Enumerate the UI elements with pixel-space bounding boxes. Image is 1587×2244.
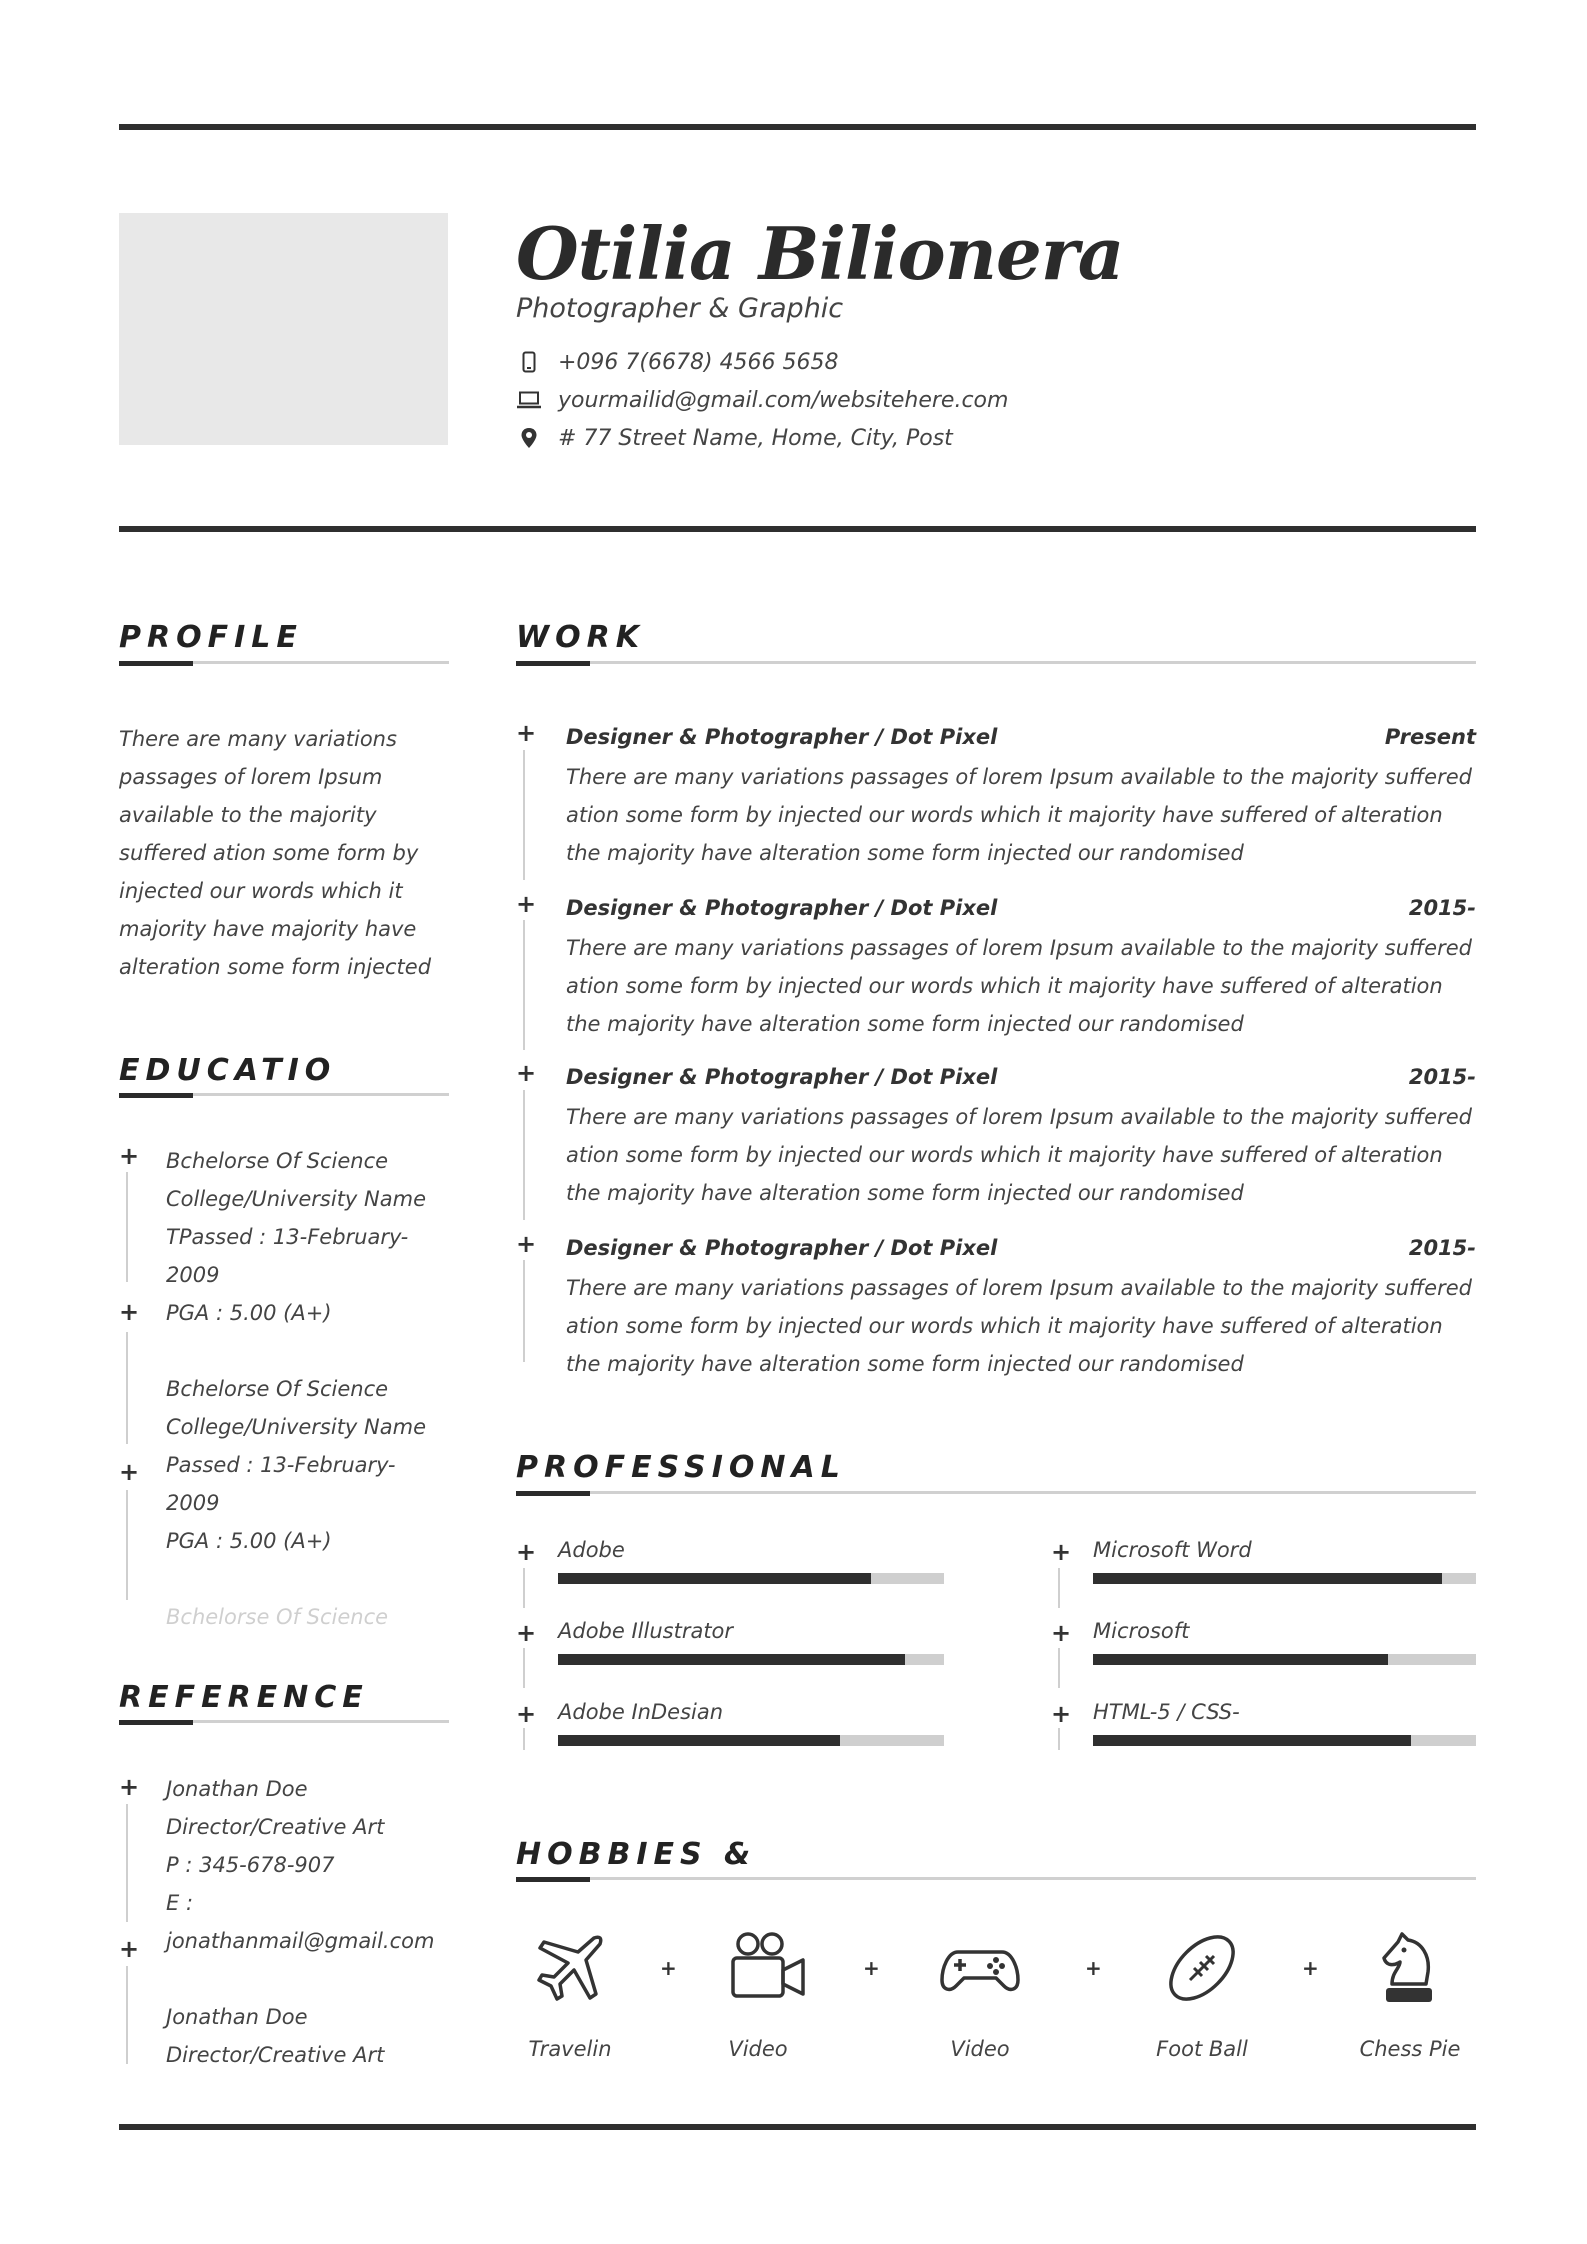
skills-title: PROFESSIONAL xyxy=(516,1450,846,1485)
contact-email xyxy=(516,387,1008,413)
hobby-label: Foot Ball xyxy=(1156,2037,1248,2061)
laptop-icon xyxy=(516,387,542,413)
plus-icon: + xyxy=(1051,1619,1072,1647)
skills-timeline xyxy=(1058,1568,1060,1608)
plus-icon: + xyxy=(1302,1956,1319,1980)
work-description: There are many variations passages of lorem Ipsum available to the majority suffered ation some form by injected our words which it majority have suffered of alteration the majority have alteration some form injected our randomised xyxy=(566,936,1472,1036)
gamepad-icon xyxy=(940,1928,1020,2008)
reference-underline xyxy=(119,1720,449,1723)
plus-icon: + xyxy=(516,1059,537,1087)
plus-icon: + xyxy=(516,1700,537,1728)
plus-icon: + xyxy=(516,1230,537,1258)
work-timeline xyxy=(523,1090,525,1220)
work-underline xyxy=(516,661,1476,664)
profile-text: There are many variations passages of lorem Ipsum available to the majority suffered ation some form by injected our words which it majority have majority have alteration some form injected xyxy=(119,727,432,979)
work-role: Designer & Photographer / Dot Pixel xyxy=(566,1065,998,1089)
plus-icon: + xyxy=(1051,1538,1072,1566)
reference-title: REFERENCE xyxy=(119,1680,369,1715)
skill-bar xyxy=(1093,1735,1476,1746)
work-description: There are many variations passages of lorem Ipsum available to the majority suffered ation some form by injected our words which it majority have suffered of alteration the majority have alteration some form injected our randomised xyxy=(566,765,1472,865)
plus-icon: + xyxy=(119,1935,140,1963)
skills-timeline xyxy=(523,1648,525,1688)
phone-icon xyxy=(516,349,542,375)
skills-underline xyxy=(516,1491,1476,1494)
work-item xyxy=(566,893,1476,1036)
work-description: There are many variations passages of lorem Ipsum available to the majority suffered ation some form by injected our words which it majority have suffered of alteration the majority have alteration some form injected our randomised xyxy=(566,1105,1472,1205)
hobby-label: Travelin xyxy=(528,2037,612,2061)
education-title: EDUCATIO xyxy=(119,1053,337,1088)
plus-icon: + xyxy=(660,1956,677,1980)
plus-icon: + xyxy=(1085,1956,1102,1980)
work-description: There are many variations passages of lorem Ipsum available to the majority suffered ation some form by injected our words which it majority have suffered of alteration the majority have alteration some form injected our randomised xyxy=(566,1276,1472,1376)
contact-address-text: # 77 Street Name, Home, City, Post xyxy=(558,425,953,451)
skill-bar xyxy=(1093,1573,1476,1584)
profile-underline xyxy=(119,661,449,664)
skill-label: Adobe InDesian xyxy=(558,1700,724,1724)
skills-timeline xyxy=(1058,1648,1060,1688)
hobby-label: Video xyxy=(950,2037,1010,2061)
education-underline xyxy=(119,1093,449,1096)
skills-timeline xyxy=(523,1568,525,1608)
plus-icon: + xyxy=(119,1773,140,1801)
work-role: Designer & Photographer / Dot Pixel xyxy=(566,1236,998,1260)
skill-bar xyxy=(558,1573,944,1584)
education-timeline xyxy=(126,1172,128,1282)
work-date: 2015- xyxy=(1408,896,1476,920)
work-role: Designer & Photographer / Dot Pixel xyxy=(566,896,998,920)
skill-label: Microsoft Word xyxy=(1093,1538,1252,1562)
skill-bar-fill xyxy=(1093,1573,1442,1584)
skill-label: Microsoft xyxy=(1093,1619,1190,1643)
plus-icon: + xyxy=(516,890,537,918)
reference-timeline xyxy=(126,1804,128,1922)
skill-bar-fill xyxy=(1093,1654,1388,1665)
work-date: 2015- xyxy=(1408,1236,1476,1260)
skill-bar-fill xyxy=(1093,1735,1411,1746)
profile-photo-placeholder xyxy=(119,213,448,445)
airplane-icon xyxy=(530,1928,610,2008)
skill-label: Adobe Illustrator xyxy=(558,1619,734,1643)
work-date: 2015- xyxy=(1408,1065,1476,1089)
skill-label: HTML-5 / CSS- xyxy=(1093,1700,1240,1724)
skill-bar-fill xyxy=(558,1573,871,1584)
reference-entries: Jonathan Doe Director/Creative Art P : 345-678-907 E : jonathanmail@gmail.com Jonathan Doe Director/Creative Art xyxy=(166,1777,435,2067)
header-rule xyxy=(119,526,1476,532)
skill-bar xyxy=(1093,1654,1476,1665)
football-icon xyxy=(1162,1928,1242,2008)
top-rule xyxy=(119,124,1476,130)
plus-icon: + xyxy=(119,1298,140,1326)
reference-timeline xyxy=(126,1966,128,2064)
work-timeline xyxy=(523,1260,525,1362)
work-role: Designer & Photographer / Dot Pixel xyxy=(566,725,998,749)
plus-icon: + xyxy=(119,1142,140,1170)
bottom-rule xyxy=(119,2124,1476,2130)
hobby-label: Chess Pie xyxy=(1359,2037,1461,2061)
skill-bar xyxy=(558,1654,944,1665)
contact-address xyxy=(516,425,953,451)
plus-icon: + xyxy=(516,1619,537,1647)
plus-icon: + xyxy=(1051,1700,1072,1728)
hobbies-underline xyxy=(516,1877,1476,1880)
candidate-name: Otilia Bilionera xyxy=(516,211,1124,296)
work-item xyxy=(566,1233,1476,1376)
work-item xyxy=(566,722,1476,865)
location-pin-icon xyxy=(516,425,542,451)
contact-phone xyxy=(516,349,839,375)
education-timeline xyxy=(126,1332,128,1444)
skills-timeline xyxy=(1058,1728,1060,1750)
hobby-label: Video xyxy=(728,2037,788,2061)
skill-bar-fill xyxy=(558,1735,840,1746)
plus-icon: + xyxy=(516,1538,537,1566)
work-timeline xyxy=(523,750,525,880)
education-entries: Bchelorse Of Science College/University Name TPassed : 13-February- 2009 PGA : 5.00 (A+) Bchelorse Of Science College/University Name Passed : 13-February- 2009 PGA : 5.00 (A+) Bchelorse Of Science xyxy=(166,1149,426,1629)
skill-bar xyxy=(558,1735,944,1746)
work-title: WORK xyxy=(516,620,645,655)
skill-label: Adobe xyxy=(558,1538,625,1562)
work-timeline xyxy=(523,920,525,1050)
education-timeline xyxy=(126,1490,128,1600)
skills-timeline xyxy=(523,1728,525,1750)
work-item xyxy=(566,1062,1476,1205)
candidate-subtitle: Photographer & Graphic xyxy=(516,293,844,324)
plus-icon: + xyxy=(119,1458,140,1486)
plus-icon: + xyxy=(863,1956,880,1980)
work-date: Present xyxy=(1384,725,1476,749)
plus-icon: + xyxy=(516,719,537,747)
chess-knight-icon xyxy=(1370,1928,1450,2008)
contact-email-text[interactable]: yourmailid@gmail.com/websitehere.com xyxy=(558,387,1009,413)
video-camera-icon xyxy=(728,1928,808,2008)
profile-title: PROFILE xyxy=(119,620,303,655)
hobbies-title: HOBBIES & xyxy=(516,1837,757,1872)
contact-phone-text: +096 7(6678) 4566 5658 xyxy=(558,349,839,375)
skill-bar-fill xyxy=(558,1654,905,1665)
